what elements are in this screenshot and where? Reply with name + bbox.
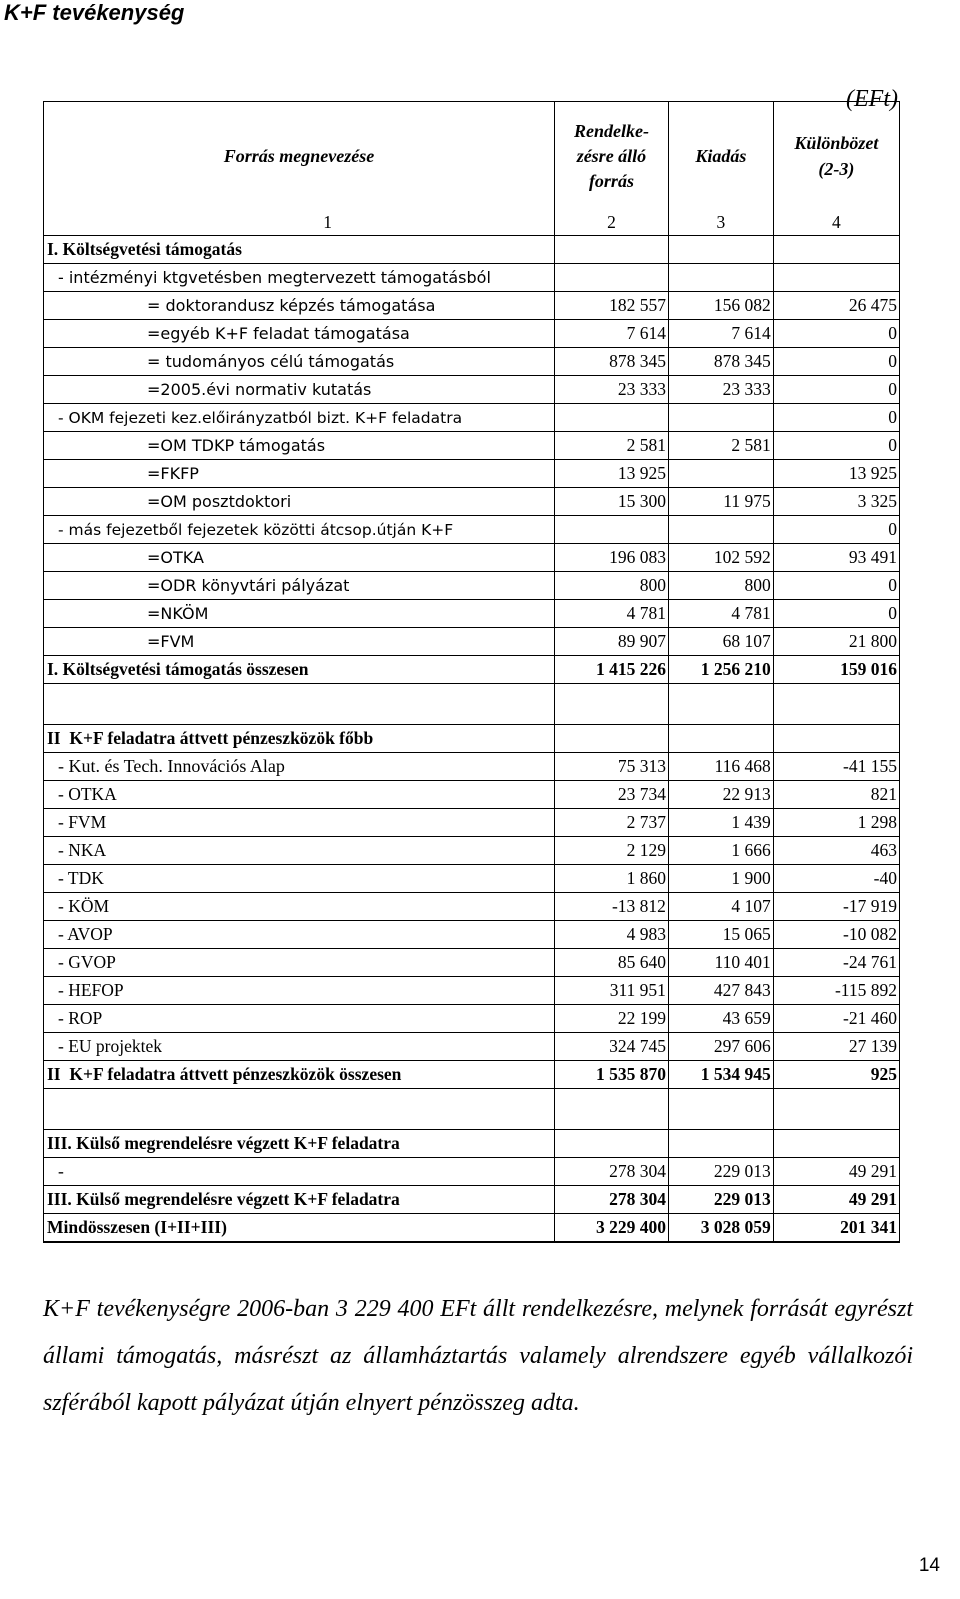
cell-difference: 21 800 [773,628,899,656]
column-number: 4 [773,210,899,236]
table-row [44,516,900,544]
table-row [44,292,900,320]
cell-difference: -10 082 [773,921,899,949]
cell-expenditure: 156 082 [668,292,773,320]
cell-expenditure: 4 107 [668,893,773,921]
unit-label: (EFt) [846,86,898,112]
cell-difference: 0 [773,376,899,404]
table-row-grand-total [44,1214,900,1243]
table-row [44,432,900,460]
cell-expenditure: 11 975 [668,488,773,516]
header-available-funds: Rendelke- zésre álló forrás [554,102,668,211]
row-label: =ODR könyvtári pályázat [44,572,555,600]
row-label: - FVM [44,809,555,837]
table-row [44,1005,900,1033]
spacer-row [44,684,900,725]
row-label: =OM TDKP támogatás [44,432,555,460]
cell-expenditure: 800 [668,572,773,600]
row-label: =FKFP [44,460,555,488]
cell-difference: 0 [773,572,899,600]
cell-available: 878 345 [554,348,668,376]
cell-difference [773,236,899,264]
table-row [44,376,900,404]
cell-expenditure: 1 900 [668,865,773,893]
row-label: - OKM fejezeti kez.előirányzatból bizt. K+F feladatra [44,404,555,432]
cell-available: 311 951 [554,977,668,1005]
row-label: - EU projektek [44,1033,555,1061]
table-row [44,1158,900,1186]
cell-available: 278 304 [554,1186,668,1214]
table-header-row [44,102,900,211]
cell-expenditure: 15 065 [668,921,773,949]
cell-difference [773,1130,899,1158]
cell-available: 3 229 400 [554,1214,668,1243]
cell-available: 15 300 [554,488,668,516]
cell-difference: 3 325 [773,488,899,516]
row-label: III. Külső megrendelésre végzett K+F feladatra [44,1130,555,1158]
table-row-subtotal [44,1061,900,1089]
funding-table [43,101,900,1243]
column-number-row [44,210,900,236]
cell-expenditure: 43 659 [668,1005,773,1033]
row-label: =OTKA [44,544,555,572]
cell-expenditure: 23 333 [668,376,773,404]
cell-difference: -24 761 [773,949,899,977]
column-number: 2 [554,210,668,236]
row-label: III. Külső megrendelésre végzett K+F feladatra [44,1186,555,1214]
cell-difference: 13 925 [773,460,899,488]
table-row [44,977,900,1005]
row-label: - NKA [44,837,555,865]
cell-difference: 49 291 [773,1158,899,1186]
cell-difference [773,684,899,725]
cell-difference: 0 [773,348,899,376]
cell-expenditure: 4 781 [668,600,773,628]
table-row [44,488,900,516]
cell-difference: 0 [773,404,899,432]
cell-available [554,1089,668,1130]
table-row [44,893,900,921]
cell-available [554,404,668,432]
table-row [44,348,900,376]
cell-difference: -17 919 [773,893,899,921]
cell-expenditure [668,264,773,292]
cell-available: 2 129 [554,837,668,865]
row-label: = tudományos célú támogatás [44,348,555,376]
cell-expenditure: 878 345 [668,348,773,376]
row-label: =2005.évi normativ kutatás [44,376,555,404]
cell-available [554,684,668,725]
cell-expenditure [668,236,773,264]
cell-available: 2 737 [554,809,668,837]
row-label: - ROP [44,1005,555,1033]
cell-difference: 93 491 [773,544,899,572]
cell-available: 800 [554,572,668,600]
row-label: - TDK [44,865,555,893]
row-label: - intézményi ktgvetésben megtervezett támogatásból [44,264,555,292]
row-label: - KÖM [44,893,555,921]
row-label: =FVM [44,628,555,656]
cell-available [554,236,668,264]
table-row-subtotal [44,656,900,684]
row-label: = doktorandusz képzés támogatása [44,292,555,320]
row-label: =egyéb K+F feladat támogatása [44,320,555,348]
row-label: - OTKA [44,781,555,809]
cell-difference: -40 [773,865,899,893]
table-row [44,572,900,600]
row-label [44,1089,555,1130]
row-label: II K+F feladatra áttvett pénzeszközök összesen [44,1061,555,1089]
table-row [44,460,900,488]
cell-expenditure: 427 843 [668,977,773,1005]
cell-available: 23 734 [554,781,668,809]
row-label: - GVOP [44,949,555,977]
cell-difference: 201 341 [773,1214,899,1243]
cell-expenditure [668,404,773,432]
row-label: =NKÖM [44,600,555,628]
cell-expenditure: 110 401 [668,949,773,977]
cell-expenditure: 1 534 945 [668,1061,773,1089]
spacer-row [44,1089,900,1130]
cell-expenditure [668,1089,773,1130]
table-row [44,236,900,264]
cell-expenditure [668,684,773,725]
cell-available: 2 581 [554,432,668,460]
cell-expenditure: 1 666 [668,837,773,865]
cell-expenditure: 1 256 210 [668,656,773,684]
cell-difference: 26 475 [773,292,899,320]
cell-difference [773,1089,899,1130]
row-label [44,684,555,725]
cell-expenditure: 22 913 [668,781,773,809]
cell-expenditure: 3 028 059 [668,1214,773,1243]
row-label: I. Költségvetési támogatás [44,236,555,264]
cell-available: 4 983 [554,921,668,949]
cell-expenditure [668,460,773,488]
table-row [44,1130,900,1158]
cell-difference: 27 139 [773,1033,899,1061]
cell-available: 1 860 [554,865,668,893]
table-row [44,725,900,753]
column-number: 1 [44,210,555,236]
cell-expenditure: 297 606 [668,1033,773,1061]
cell-difference: 821 [773,781,899,809]
table-row [44,544,900,572]
page-title: K+F tevékenység [4,0,185,25]
cell-available [554,264,668,292]
cell-expenditure [668,725,773,753]
table-row [44,781,900,809]
cell-difference: 0 [773,320,899,348]
cell-expenditure [668,516,773,544]
row-label: - HEFOP [44,977,555,1005]
row-label: II K+F feladatra áttvett pénzeszközök főbb [44,725,555,753]
cell-difference: -41 155 [773,753,899,781]
summary-paragraph: K+F tevékenységre 2006-ban 3 229 400 EFt állt rendelkezésre, melynek forrását egyrészt állami támogatás, másrészt az államháztartás valamely alrendszere egyéb vállalkozói szférából kapott pályázat útján elnyert pénzösszeg adta. [43,1296,913,1416]
cell-available: 23 333 [554,376,668,404]
cell-difference: 159 016 [773,656,899,684]
cell-available [554,516,668,544]
cell-expenditure: 102 592 [668,544,773,572]
cell-difference: 0 [773,600,899,628]
cell-available: 22 199 [554,1005,668,1033]
cell-expenditure [668,1130,773,1158]
cell-difference: 925 [773,1061,899,1089]
row-label: - [44,1158,555,1186]
cell-available: 324 745 [554,1033,668,1061]
cell-expenditure: 229 013 [668,1158,773,1186]
cell-available: 1 415 226 [554,656,668,684]
cell-available: 7 614 [554,320,668,348]
table-row [44,600,900,628]
cell-available: 182 557 [554,292,668,320]
row-label: I. Költségvetési támogatás összesen [44,656,555,684]
row-label: Mindösszesen (I+II+III) [44,1214,555,1243]
table-row [44,628,900,656]
cell-available: 89 907 [554,628,668,656]
cell-difference: 0 [773,432,899,460]
page-number: 14 [918,1555,940,1576]
cell-expenditure: 229 013 [668,1186,773,1214]
column-number: 3 [668,210,773,236]
row-label: - AVOP [44,921,555,949]
cell-available [554,725,668,753]
cell-difference: 49 291 [773,1186,899,1214]
row-label: - Kut. és Tech. Innovációs Alap [44,753,555,781]
table-row [44,320,900,348]
cell-expenditure: 68 107 [668,628,773,656]
cell-available: 85 640 [554,949,668,977]
table-row [44,949,900,977]
cell-expenditure: 116 468 [668,753,773,781]
table-row [44,865,900,893]
cell-difference: 463 [773,837,899,865]
cell-available: -13 812 [554,893,668,921]
header-expenditure: Kiadás [668,102,773,211]
cell-expenditure: 1 439 [668,809,773,837]
cell-difference: 0 [773,516,899,544]
cell-available: 196 083 [554,544,668,572]
header-source-name: Forrás megnevezése [44,102,555,211]
cell-difference [773,264,899,292]
cell-available: 75 313 [554,753,668,781]
cell-available: 1 535 870 [554,1061,668,1089]
cell-expenditure: 2 581 [668,432,773,460]
table-row [44,921,900,949]
cell-difference: -21 460 [773,1005,899,1033]
cell-difference [773,725,899,753]
row-label: - más fejezetből fejezetek közötti átcsop.útján K+F [44,516,555,544]
table-row [44,1033,900,1061]
cell-available: 13 925 [554,460,668,488]
table-row [44,809,900,837]
cell-available [554,1130,668,1158]
table-row-subtotal [44,1186,900,1214]
table-row [44,837,900,865]
header-difference: Különbözet (2-3) [773,102,899,211]
table-row [44,753,900,781]
table-row [44,404,900,432]
cell-expenditure: 7 614 [668,320,773,348]
cell-available: 4 781 [554,600,668,628]
table-row [44,264,900,292]
cell-difference: 1 298 [773,809,899,837]
cell-available: 278 304 [554,1158,668,1186]
row-label: =OM posztdoktori [44,488,555,516]
cell-difference: -115 892 [773,977,899,1005]
